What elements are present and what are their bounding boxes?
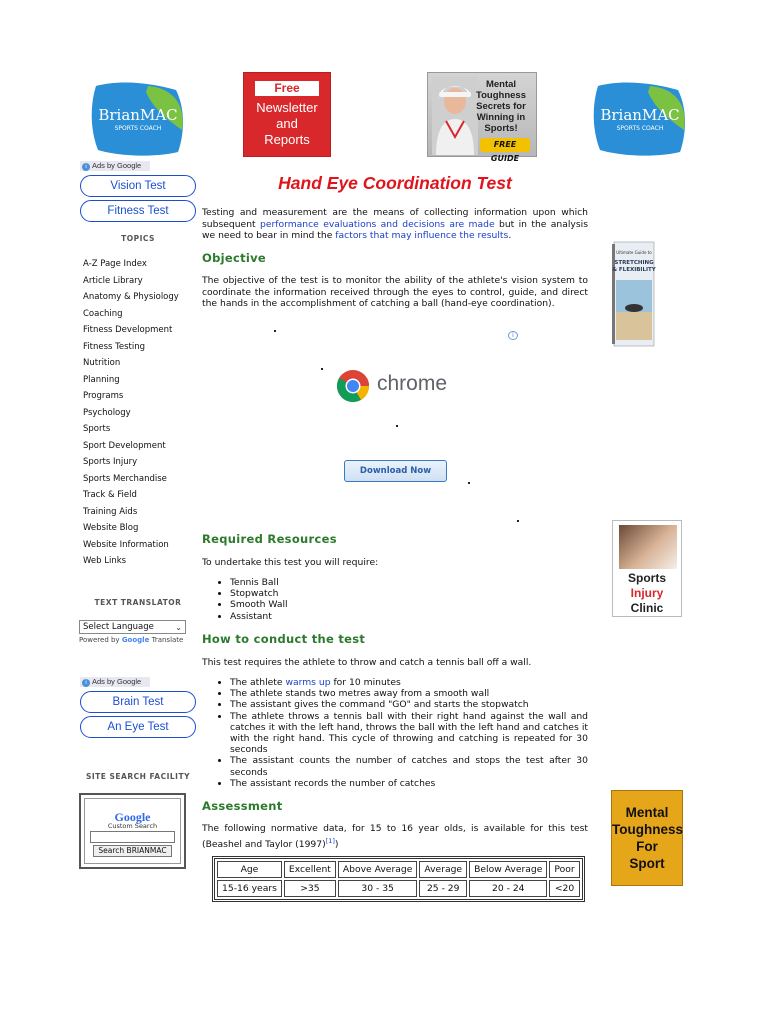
ad-dot bbox=[396, 425, 398, 427]
warms-up-link[interactable]: warms up bbox=[285, 677, 331, 688]
mt-word-4: Sport bbox=[629, 856, 665, 871]
topic-link[interactable]: Sports Merchandise bbox=[83, 473, 167, 484]
table-header-row bbox=[217, 861, 580, 878]
list-item: • The assistant gives the command "GO" and starts the stopwatch bbox=[230, 699, 588, 710]
list-item: • The assistant counts the number of catches and stops the test after 30 seconds bbox=[230, 755, 588, 777]
table-header: Poor bbox=[549, 861, 579, 878]
topic-link[interactable]: Web Links bbox=[83, 556, 127, 566]
topic-link[interactable]: Psychology bbox=[83, 407, 131, 418]
objective-paragraph: The objective of the test is to monitor the ability of the athlete's vision system to coordinate the information received through the eyes to control, guide, and direct the hands in the accomplishment of catching a ball (hand-eye coordination). bbox=[202, 275, 588, 309]
google-logo: Google bbox=[114, 810, 151, 824]
list-item: • Assistant bbox=[230, 611, 588, 622]
topic-link[interactable]: Sports Injury bbox=[83, 457, 138, 467]
svg-text:Ultimate Guide to: Ultimate Guide to bbox=[616, 250, 652, 255]
objective-heading: Objective bbox=[202, 251, 267, 265]
ad-dot bbox=[468, 482, 470, 484]
vision-test-ad-button[interactable]: Vision Test bbox=[80, 175, 196, 197]
resources-intro: To undertake this test you will require: bbox=[202, 557, 379, 568]
eye-test-ad-button[interactable]: An Eye Test bbox=[80, 716, 196, 738]
mental-toughness-for-sport-ad[interactable] bbox=[611, 790, 683, 886]
required-resources-heading: Required Resources bbox=[202, 532, 337, 546]
table-row bbox=[217, 880, 580, 897]
newsletter-line2: and bbox=[276, 116, 298, 131]
svg-text:SPORTS COACH: SPORTS COACH bbox=[616, 125, 664, 132]
powered-by-google-translate[interactable]: Powered by Google Translate bbox=[79, 636, 184, 644]
assessment-heading: Assessment bbox=[202, 799, 283, 813]
steps-list bbox=[216, 677, 588, 789]
svg-text:BrianMAC: BrianMAC bbox=[98, 106, 178, 124]
intro-paragraph: Testing and measurement are the means of collecting information upon which subsequent performance evaluations and decisions are made but in the analysis we need to bear in mind the factors that may influence the results. bbox=[202, 207, 588, 241]
ad-info-icon: i bbox=[82, 679, 90, 687]
mt-word-2: Toughness bbox=[612, 822, 684, 837]
site-search-box bbox=[79, 793, 186, 869]
topic-link[interactable]: Fitness Development bbox=[83, 325, 173, 335]
ad-dot bbox=[274, 330, 276, 332]
svg-text:BrianMAC: BrianMAC bbox=[600, 106, 680, 124]
table-cell: 20 - 24 bbox=[469, 880, 547, 897]
reference-link[interactable]: [1] bbox=[325, 836, 335, 845]
injury-word-clinic: Clinic bbox=[630, 601, 664, 615]
injury-word-sports: Sports bbox=[627, 571, 666, 585]
download-now-button[interactable]: Download Now bbox=[344, 460, 447, 482]
newsletter-banner[interactable] bbox=[243, 72, 331, 157]
text-translator-heading: TEXT TRANSLATOR bbox=[94, 598, 182, 607]
conduct-intro: This test requires the athlete to throw and catch a tennis ball off a wall. bbox=[202, 657, 532, 668]
performance-evaluations-link[interactable]: performance evaluations and decisions are made bbox=[259, 218, 495, 230]
topic-link[interactable]: Fitness Testing bbox=[83, 341, 146, 352]
list-item: • The athlete stands two metres away from a smooth wall bbox=[230, 688, 588, 699]
list-item: • The athlete throws a tennis ball with their right hand against the wall and catches it with the left hand, throws the ball with the left hand and catches it with the right hand. This cycle of throwing and catching is repeated for 30 seconds bbox=[230, 711, 588, 756]
site-search-heading: SITE SEARCH FACILITY bbox=[85, 772, 191, 781]
injury-word-injury: Injury bbox=[630, 586, 664, 600]
chevron-down-icon: ⌄ bbox=[175, 623, 182, 632]
ads-by-google-label[interactable]: i Ads by Google bbox=[80, 161, 150, 171]
mt-word-1: Mental bbox=[625, 805, 669, 820]
brianmac-logo-right[interactable] bbox=[590, 80, 690, 158]
topic-link[interactable]: Nutrition bbox=[83, 358, 121, 368]
topic-link[interactable]: Programs bbox=[83, 391, 124, 401]
table-header: Age bbox=[217, 861, 282, 878]
language-select[interactable]: Select Language ⌄ bbox=[79, 620, 186, 634]
resources-list bbox=[216, 577, 588, 622]
topic-link[interactable]: Track & Field bbox=[83, 490, 137, 500]
free-guide-button[interactable]: FREE GUIDE bbox=[480, 138, 530, 152]
table-cell: 30 - 35 bbox=[338, 880, 417, 897]
topic-link[interactable]: Training Aids bbox=[83, 506, 138, 517]
brianmac-logo-left[interactable] bbox=[88, 80, 188, 158]
topics-nav bbox=[83, 256, 203, 570]
mental-banner-text: Mental Toughness Secrets for Winning in Sports! bbox=[476, 79, 526, 134]
topic-link[interactable]: Coaching bbox=[83, 308, 123, 319]
chrome-logo-icon[interactable] bbox=[336, 369, 370, 403]
ad-info-icon[interactable]: i bbox=[508, 331, 518, 340]
table-cell: <20 bbox=[549, 880, 579, 897]
table-header: Below Average bbox=[469, 861, 547, 878]
sports-injury-clinic-ad[interactable] bbox=[612, 520, 682, 617]
brain-test-ad-button[interactable]: Brain Test bbox=[80, 691, 196, 713]
table-header: Above Average bbox=[338, 861, 417, 878]
free-label: Free bbox=[255, 81, 319, 96]
newsletter-line3: Reports bbox=[264, 132, 310, 147]
table-header: Average bbox=[419, 861, 467, 878]
chrome-brand-text[interactable]: chrome bbox=[377, 372, 448, 395]
topic-link[interactable]: Planning bbox=[83, 374, 120, 385]
assessment-paragraph: The following normative data, for 15 to 16 year olds, is available for this test (Beashel and Taylor (1997)[1]) bbox=[202, 823, 588, 850]
list-item: • The assistant records the number of catches bbox=[230, 778, 588, 789]
stretching-book-ad[interactable] bbox=[612, 242, 654, 346]
topics-heading: TOPICS bbox=[121, 234, 155, 243]
topic-link[interactable]: A-Z Page Index bbox=[83, 259, 147, 269]
topic-link[interactable]: Anatomy & Physiology bbox=[83, 292, 179, 302]
svg-text:SPORTS COACH: SPORTS COACH bbox=[114, 125, 162, 132]
list-item: • Stopwatch bbox=[230, 588, 588, 599]
search-input[interactable] bbox=[90, 831, 175, 843]
table-cell: >35 bbox=[284, 880, 336, 897]
table-header: Excellent bbox=[284, 861, 336, 878]
injury-photo bbox=[619, 525, 677, 569]
list-item: • The athlete warms up for 10 minutes bbox=[230, 677, 588, 688]
page-title: Hand Eye Coordination Test bbox=[278, 173, 512, 193]
topic-link[interactable]: Website Blog bbox=[83, 523, 139, 533]
fitness-test-ad-button[interactable]: Fitness Test bbox=[80, 200, 196, 222]
how-to-conduct-heading: How to conduct the test bbox=[202, 632, 366, 646]
topic-link[interactable]: Sports bbox=[83, 424, 111, 434]
svg-text:& FLEXIBILITY: & FLEXIBILITY bbox=[612, 267, 656, 273]
table-cell: 15-16 years bbox=[217, 880, 282, 897]
svg-text:STRETCHING: STRETCHING bbox=[614, 260, 654, 266]
topic-link[interactable]: Article Library bbox=[83, 275, 143, 286]
table-cell: 25 - 29 bbox=[419, 880, 467, 897]
topic-link[interactable]: Sport Development bbox=[83, 440, 166, 451]
custom-search-label: Custom Search bbox=[107, 822, 158, 830]
normative-data-table bbox=[212, 856, 585, 902]
ad-info-icon: i bbox=[82, 163, 90, 171]
ad-dot bbox=[517, 520, 519, 522]
mental-toughness-banner[interactable] bbox=[427, 72, 537, 163]
topic-link[interactable]: Website Information bbox=[83, 539, 169, 550]
ad-dot bbox=[321, 368, 323, 370]
ads-by-google-label-2[interactable]: i Ads by Google bbox=[80, 677, 150, 687]
factors-link[interactable]: factors that may influence the results bbox=[335, 230, 509, 241]
newsletter-line1: Newsletter bbox=[256, 100, 318, 115]
list-item: • Tennis Ball bbox=[230, 577, 588, 588]
mt-word-3: For bbox=[636, 839, 658, 854]
search-button[interactable]: Search BRIANMAC bbox=[93, 845, 172, 857]
list-item: • Smooth Wall bbox=[230, 599, 588, 610]
